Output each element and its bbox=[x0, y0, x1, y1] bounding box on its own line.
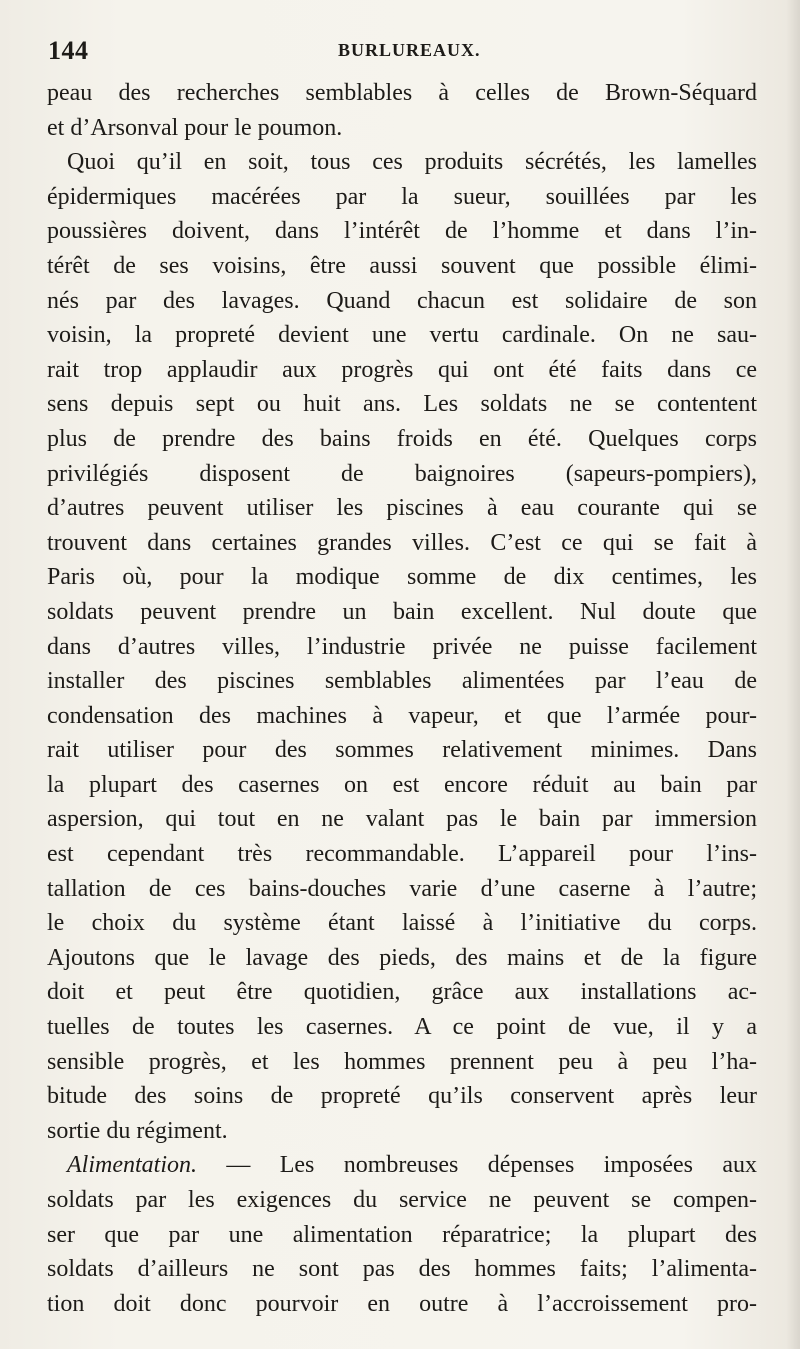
text-line: poussières doivent, dans l’intérêt de l’homme et dans l’in- bbox=[47, 218, 757, 245]
text-line: trouvent dans certaines grandes villes. C’est ce qui se fait à bbox=[47, 529, 757, 556]
text-line: Ajoutons que le lavage des pieds, des mains et de la figure bbox=[47, 944, 757, 971]
body-text bbox=[47, 76, 757, 1321]
text-line: la plupart des casernes on est encore réduit au bain par bbox=[47, 771, 757, 798]
page-number: 144 bbox=[48, 36, 89, 65]
text-line: doit et peut être quotidien, grâce aux installations ac- bbox=[47, 979, 757, 1006]
text-line: aspersion, qui tout en ne valant pas le bain par immersion bbox=[47, 806, 757, 833]
text-line: installer des piscines semblables alimentées par l’eau de bbox=[47, 668, 757, 695]
section-heading-line bbox=[47, 1148, 757, 1183]
text-line: sortie du régiment. bbox=[47, 1117, 228, 1144]
text-line: sens depuis sept ou huit ans. Les soldats ne se contentent bbox=[47, 391, 757, 418]
text-line: le choix du système étant laissé à l’initiative du corps. bbox=[47, 910, 757, 937]
text-line: d’autres peuvent utiliser les piscines à eau courante qui se bbox=[47, 495, 757, 522]
text-line: tion doit donc pourvoir en outre à l’accroissement pro- bbox=[47, 1290, 757, 1317]
text-line: est cependant très recommandable. L’appareil pour l’ins- bbox=[47, 841, 757, 868]
section-heading-continuation: — Les nombreuses dépenses imposées aux bbox=[196, 1152, 757, 1179]
section-heading: Alimentation. bbox=[67, 1152, 197, 1179]
text-line: tuelles de toutes les casernes. A ce point de vue, il y a bbox=[47, 1014, 757, 1041]
text-line: plus de prendre des bains froids en été. Quelques corps bbox=[47, 425, 757, 452]
text-line: Quoi qu’il en soit, tous ces produits sécrétés, les lamelles bbox=[67, 149, 757, 176]
text-line: bitude des soins de propreté qu’ils conservent après leur bbox=[47, 1083, 757, 1110]
text-line: Paris où, pour la modique somme de dix centimes, les bbox=[47, 564, 757, 591]
text-line: condensation des machines à vapeur, et que l’armée pour- bbox=[47, 702, 757, 729]
page-edge-shadow bbox=[786, 0, 800, 1349]
text-line: privilégiés disposent de baignoires (sapeurs-pompiers), bbox=[47, 460, 757, 487]
running-head: BURLUREAUX. bbox=[338, 40, 481, 60]
text-line: tallation de ces bains-douches varie d’une caserne à l’autre; bbox=[47, 875, 757, 902]
text-line: voisin, la propreté devient une vertu cardinale. On ne sau- bbox=[47, 322, 757, 349]
text-line: peau des recherches semblables à celles de Brown-Séquard bbox=[47, 80, 757, 106]
text-line: rait trop applaudir aux progrès qui ont été faits dans ce bbox=[47, 356, 757, 383]
text-line: soldats peuvent prendre un bain excellent. Nul doute que bbox=[47, 598, 757, 625]
text-line: soldats d’ailleurs ne sont pas des hommes faits; l’alimenta- bbox=[47, 1256, 757, 1283]
text-line: ser que par une alimentation réparatrice; la plupart des bbox=[47, 1221, 757, 1248]
text-line: dans d’autres villes, l’industrie privée ne puisse facilement bbox=[47, 633, 757, 660]
text-line: térêt de ses voisins, être aussi souvent que possible élimi- bbox=[47, 252, 757, 279]
text-line: épidermiques macérées par la sueur, souillées par les bbox=[47, 183, 757, 210]
text-line: soldats par les exigences du service ne peuvent se compen- bbox=[47, 1187, 757, 1213]
text-line: sensible progrès, et les hommes prennent peu à peu l’ha- bbox=[47, 1048, 757, 1075]
text-line: nés par des lavages. Quand chacun est solidaire de son bbox=[47, 287, 757, 314]
text-line: rait utiliser pour des sommes relativement minimes. Dans bbox=[47, 737, 757, 764]
page-header bbox=[48, 36, 753, 70]
text-line: et d’Arsonval pour le poumon. bbox=[47, 114, 343, 141]
